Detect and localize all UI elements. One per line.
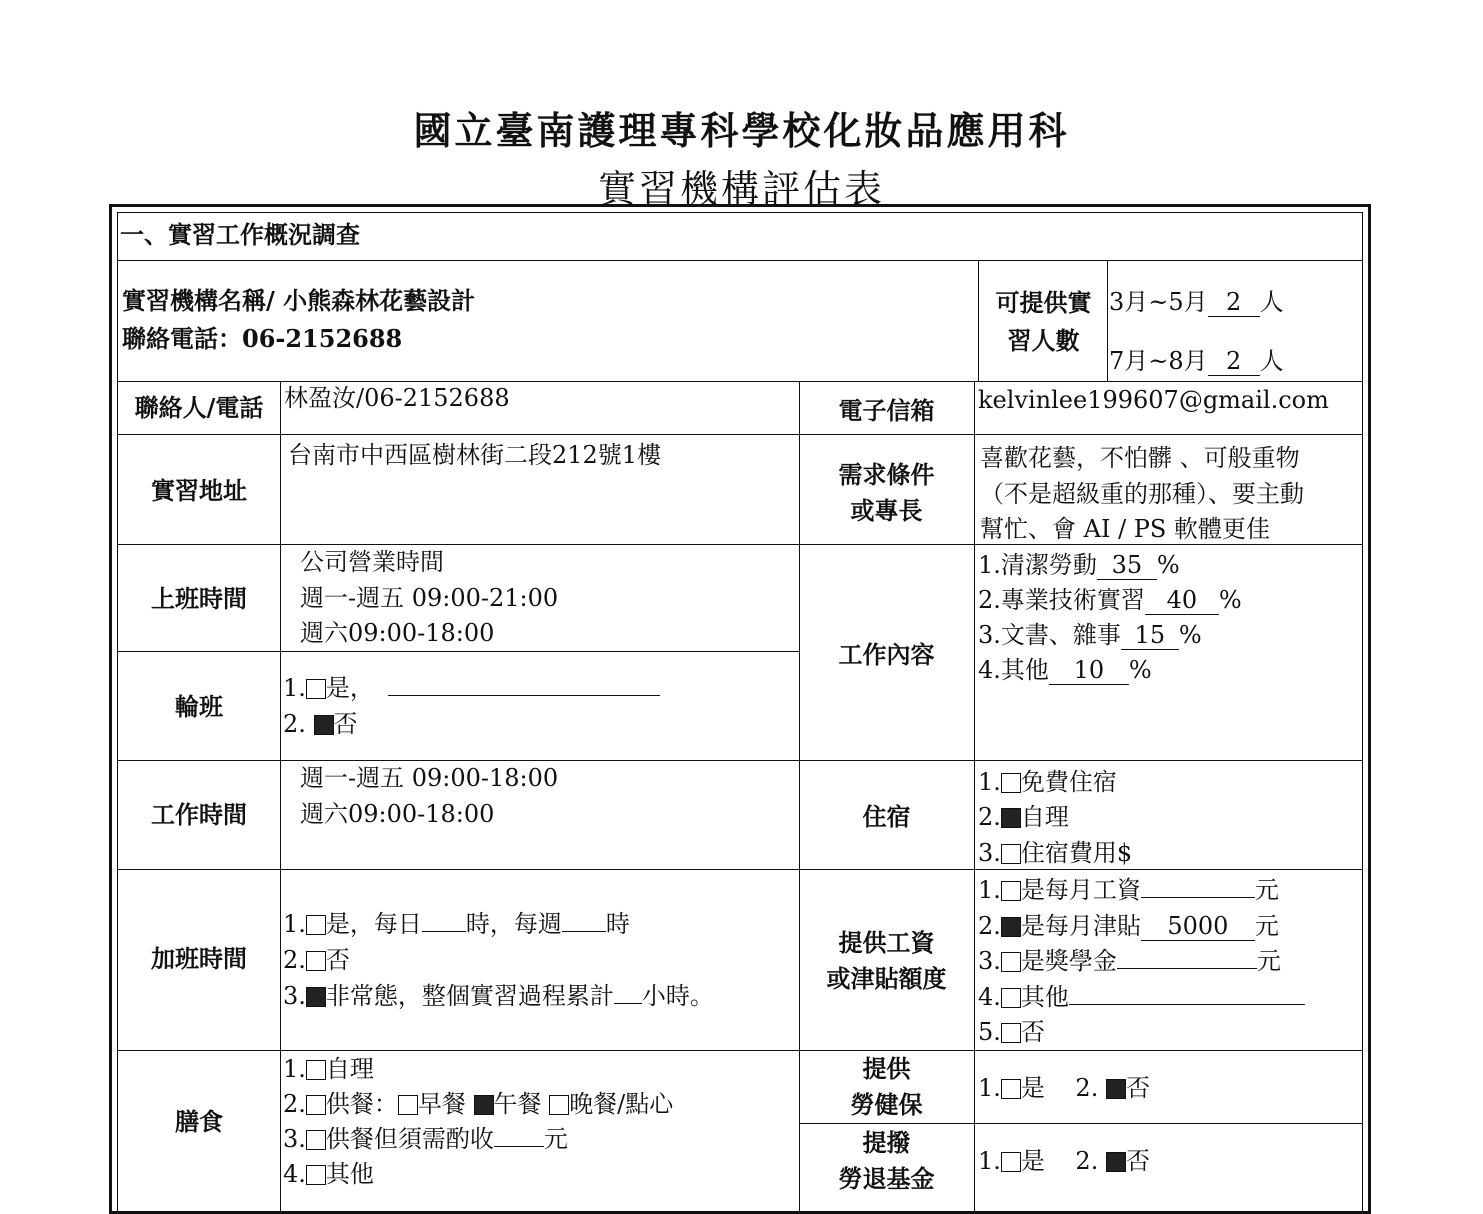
lodging-label: 住宿 [862, 802, 911, 831]
lodging-option-1: 1. 免費住宿 [978, 768, 1117, 796]
work-hours-line-2: 週一-週五 09:00-21:00 [300, 584, 559, 612]
address-value: 台南市中西區樹林街二段212號1樓 [288, 441, 662, 469]
salary-label-1: 提供工資 [838, 928, 935, 957]
quota-row-1: 3月~5月 2 人 [1109, 288, 1284, 316]
requirements-line-3: 幫忙、會 AI / PS 軟體更佳 [980, 515, 1271, 543]
section-heading: 一、實習工作概況調查 [120, 220, 360, 249]
overtime-option-2: 2. 否 [283, 946, 350, 974]
insurance-label-1: 提供 [862, 1054, 911, 1083]
work-time-line-1: 週一-週五 09:00-18:00 [300, 764, 559, 792]
form-table-inner [117, 212, 1363, 1211]
insurance-no-checkbox[interactable] [1106, 1079, 1126, 1099]
org-name: 實習機構名稱/ 小熊森林花藝設計 [122, 286, 476, 315]
lodging-self-checkbox[interactable] [1001, 808, 1021, 828]
shift-option-no: 2. 否 [283, 710, 358, 738]
email-label: 電子信箱 [838, 396, 935, 425]
address-label: 實習地址 [151, 476, 247, 505]
job-content-item-1: 1.清潔勞動 35 % [978, 551, 1180, 579]
salary-option-2: 2. 是每月津貼 5000 元 [978, 912, 1279, 940]
lodging-option-2: 2. 自理 [978, 803, 1069, 831]
quota-row-2: 7月~8月 2 人 [1109, 347, 1284, 375]
work-hours-line-3: 週六09:00-18:00 [300, 619, 495, 647]
email-value: kelvinlee199607@gmail.com [978, 386, 1329, 414]
meals-self-checkbox[interactable] [306, 1060, 326, 1080]
meals-fee-checkbox[interactable] [306, 1130, 326, 1150]
overtime-no-checkbox[interactable] [306, 951, 326, 971]
lodging-free-checkbox[interactable] [1001, 773, 1021, 793]
salary-option-3: 3. 是獎學金 元 [978, 947, 1281, 975]
contact-label: 聯絡人/電話 [134, 393, 264, 422]
lodging-option-3: 3. 住宿費用$ [978, 839, 1133, 867]
salary-scholarship-checkbox[interactable] [1001, 952, 1021, 972]
salary-allowance-checkbox[interactable] [1001, 917, 1021, 937]
salary-option-4: 4. 其他 [978, 980, 1305, 1015]
requirements-line-1: 喜歡花藝，不怕髒 、可般重物 [980, 444, 1300, 472]
salary-option-5: 5. 否 [978, 1018, 1045, 1046]
meals-option-2: 2. 供餐： 早餐 午餐 晚餐/點心 [283, 1090, 674, 1118]
meals-option-1: 1. 自理 [283, 1055, 374, 1083]
form-table [109, 204, 1371, 1214]
salary-other-checkbox[interactable] [1001, 988, 1021, 1008]
meals-label: 膳食 [175, 1107, 223, 1136]
overtime-option-3: 3. 非常態，整個實習過程累計 小時。 [283, 982, 714, 1010]
overtime-irregular-checkbox[interactable] [306, 987, 326, 1007]
insurance-options: 1. 是 2. 否 [978, 1074, 1150, 1102]
quota-label-2: 習人數 [1007, 326, 1080, 355]
org-phone: 聯絡電話：06-2152688 [122, 324, 403, 353]
work-hours-line-1: 公司營業時間 [300, 548, 444, 576]
pension-label-2: 勞退基金 [838, 1164, 935, 1193]
overtime-yes-checkbox[interactable] [306, 915, 326, 935]
job-content-label: 工作內容 [838, 640, 935, 669]
meals-provided-checkbox[interactable] [306, 1095, 326, 1115]
form-title: 實習機構評估表 [597, 167, 885, 211]
requirements-label-2: 或專長 [850, 496, 923, 525]
work-time-label: 工作時間 [151, 800, 247, 829]
insurance-label-2: 勞健保 [850, 1090, 923, 1119]
shift-no-checkbox[interactable] [314, 715, 334, 735]
overtime-label: 加班時間 [151, 944, 247, 973]
salary-none-checkbox[interactable] [1001, 1023, 1021, 1043]
salary-label-2: 或津貼額度 [826, 964, 947, 993]
insurance-yes-checkbox[interactable] [1001, 1079, 1021, 1099]
meals-dinner-checkbox[interactable] [549, 1095, 569, 1115]
salary-wage-checkbox[interactable] [1001, 881, 1021, 901]
shift-label: 輪班 [175, 692, 223, 721]
work-time-line-2: 週六09:00-18:00 [300, 800, 495, 828]
salary-option-1: 1. 是每月工資 元 [978, 876, 1279, 904]
meals-breakfast-checkbox[interactable] [398, 1095, 418, 1115]
job-content-item-3: 3.文書、雜事 15 % [978, 621, 1202, 649]
requirements-line-2: （不是超級重的那種）、要主動 [980, 480, 1304, 508]
pension-yes-checkbox[interactable] [1001, 1152, 1021, 1172]
work-hours-label: 上班時間 [151, 584, 247, 613]
job-content-item-2: 2.專業技術實習 40 % [978, 586, 1242, 614]
quota-label-1: 可提供實 [995, 288, 1092, 317]
shift-yes-checkbox[interactable] [306, 679, 326, 699]
requirements-label-1: 需求條件 [838, 460, 935, 489]
meals-option-4: 4. 其他 [283, 1160, 374, 1188]
meals-lunch-checkbox[interactable] [474, 1095, 494, 1115]
lodging-fee-checkbox[interactable] [1001, 844, 1021, 864]
shift-option-yes: 1. 是， [283, 671, 660, 706]
meals-other-checkbox[interactable] [306, 1165, 326, 1185]
overtime-option-1: 1. 是，每日 時，每週 時 [283, 910, 630, 938]
job-content-item-4: 4.其他 10 % [978, 656, 1152, 684]
pension-no-checkbox[interactable] [1106, 1152, 1126, 1172]
contact-value: 林盈汝/06-2152688 [284, 384, 510, 412]
meals-option-3: 3. 供餐但須需酌收 元 [283, 1125, 568, 1153]
school-title: 國立臺南護理專科學校化妝品應用科 [413, 108, 1070, 153]
pension-label-1: 提撥 [862, 1128, 911, 1157]
pension-options: 1. 是 2. 否 [978, 1147, 1150, 1175]
